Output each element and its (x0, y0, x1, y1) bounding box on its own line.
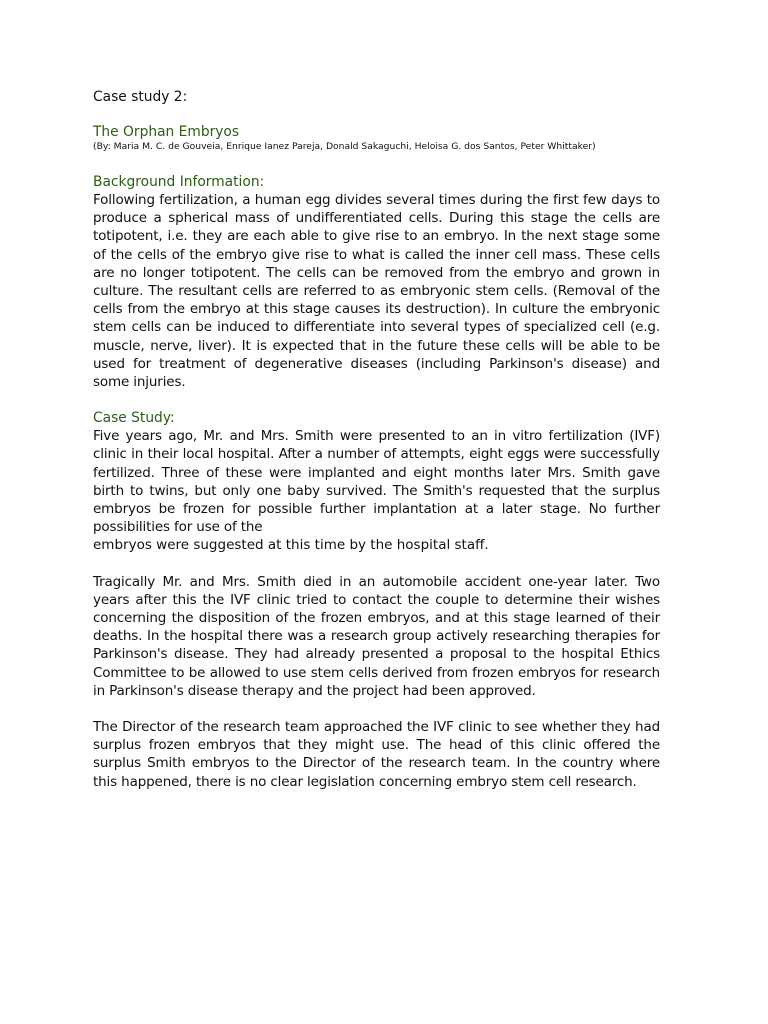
document-content (93, 88, 660, 791)
case-paragraph-2: Tragically Mr. and Mrs. Smith died in an automobile accident one-year later. Two years after this the IVF clinic tried to contact the couple to determine their wishes concerning the disposition of the frozen embryos, and at this stage learned of their deaths. In the hospital there was a research group actively researching therapies for Parkinson's disease. They had already presented a proposal to the hospital Ethics Committee to be allowed to use stem cells derived from frozen embryos for research in Parkinson's disease therapy and the project had been approved. (93, 573, 660, 699)
paragraph-gap (93, 555, 660, 573)
case-study-heading: Case Study: (93, 410, 175, 427)
paragraph-gap (93, 700, 660, 718)
case-paragraph-1-continuation: embryos were suggested at this time by the hospital staff. (93, 537, 489, 554)
document-title: The Orphan Embryos (93, 124, 240, 140)
author-line: (By: Maria M. C. de Gouveia, Enrique Ianez Pareja, Donald Sakaguchi, Heloisa G. dos Santos, Peter Whittaker) (93, 141, 596, 152)
case-number: Case study 2: (93, 89, 188, 105)
background-paragraph: Following fertilization, a human egg divides several times during the first few days to produce a spherical mass of undifferentiated cells. During this stage the cells are totipotent, i.e. they are each able to give rise to an embryo. In the next stage some of the cells of the embryo give rise to what is called the inner cell mass. These cells are no longer totipotent. The cells can be removed from the embryo and grown in culture. The resultant cells are referred to as embryonic stem cells. (Removal of the cells from the embryo at this stage causes its destruction). In culture the embryonic stem cells can be induced to differentiate into several types of specialized cell (e.g. muscle, nerve, liver). It is expected that in the future these cells will be able to be used for treatment of degenerative diseases (including Parkinson's disease) and some injuries. (93, 192, 660, 391)
case-paragraph-3: The Director of the research team approached the IVF clinic to see whether they had surplus frozen embryos that they might use. The head of this clinic offered the surplus Smith embryos to the Director of the research team. In the country where this happened, there is no clear legislation concerning embryo stem cell research. (93, 719, 660, 790)
background-heading: Background Information: (93, 174, 265, 190)
case-paragraph-1: Five years ago, Mr. and Mrs. Smith were presented to an in vitro fertilization (IVF) clinic in their local hospital. After a number of attempts, eight eggs were successfully fertilized. Three of these were implanted and eight months later Mrs. Smith gave birth to twins, but only one baby survived. The Smith's requested that the surplus embryos be frozen for possible further implantation at a later stage. No further possibilities for use of the (93, 428, 660, 536)
